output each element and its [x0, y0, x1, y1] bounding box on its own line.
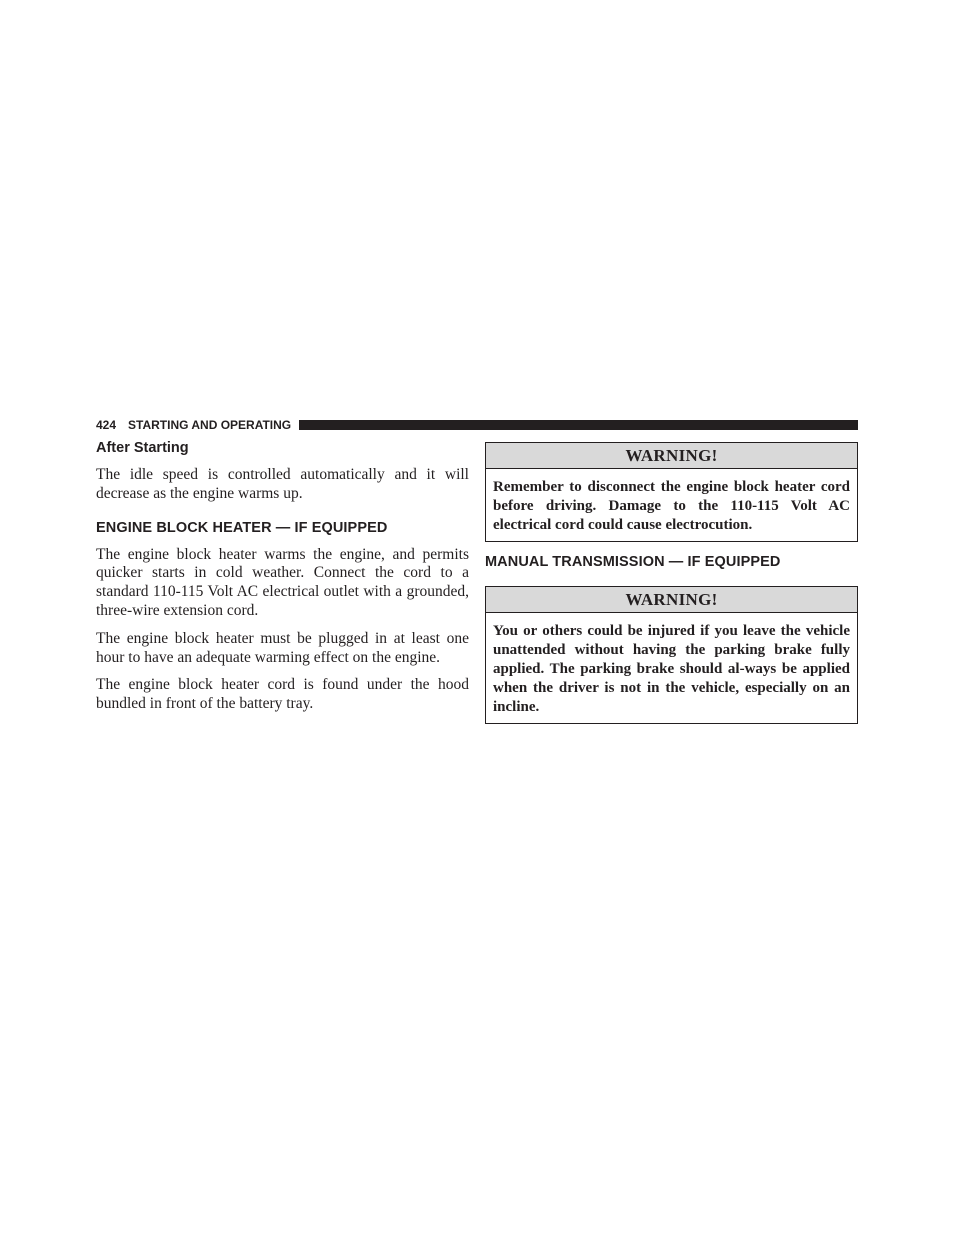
page-header	[96, 416, 858, 434]
manual-transmission-heading: MANUAL TRANSMISSION — IF EQUIPPED	[485, 554, 781, 571]
warning-title: WARNING!	[486, 587, 857, 613]
left-column	[96, 438, 469, 714]
engine-block-heater-heading: ENGINE BLOCK HEATER — IF EQUIPPED	[96, 519, 388, 536]
after-starting-heading: After Starting	[96, 440, 189, 456]
warning-box-electrocution	[485, 442, 858, 542]
engine-block-heater-paragraph-1: The engine block heater warms the engine, and permits quicker starts in cold weather. Connect the cord to a standard 110-115 Volt AC electrical outlet with a grounded, three-wire extension cord.	[96, 545, 469, 619]
warning-text: Remember to disconnect the engine block heater cord before driving. Damage to the 110-115 Volt AC electrical cord could cause electrocution.	[493, 479, 850, 533]
warning-text: You or others could be injured if you leave the vehicle unattended without having the parking brake fully applied. The parking brake should al-ways be applied when the driver is not in the vehicle, especially on an incline.	[493, 623, 850, 715]
after-starting-paragraph: The idle speed is controlled automatically and it will decrease as the engine warms up.	[96, 466, 469, 502]
page-number: 424	[96, 418, 117, 432]
right-column	[485, 442, 858, 724]
header-rule	[299, 420, 858, 430]
engine-block-heater-paragraph-2: The engine block heater must be plugged in at least one hour to have an adequate warming effect on the engine.	[96, 629, 469, 666]
engine-block-heater-paragraph-3: The engine block heater cord is found under the hood bundled in front of the battery tray.	[96, 676, 469, 713]
warning-box-parking-brake	[485, 586, 858, 724]
section-title: STARTING AND OPERATING	[128, 418, 292, 432]
warning-title: WARNING!	[486, 443, 857, 469]
